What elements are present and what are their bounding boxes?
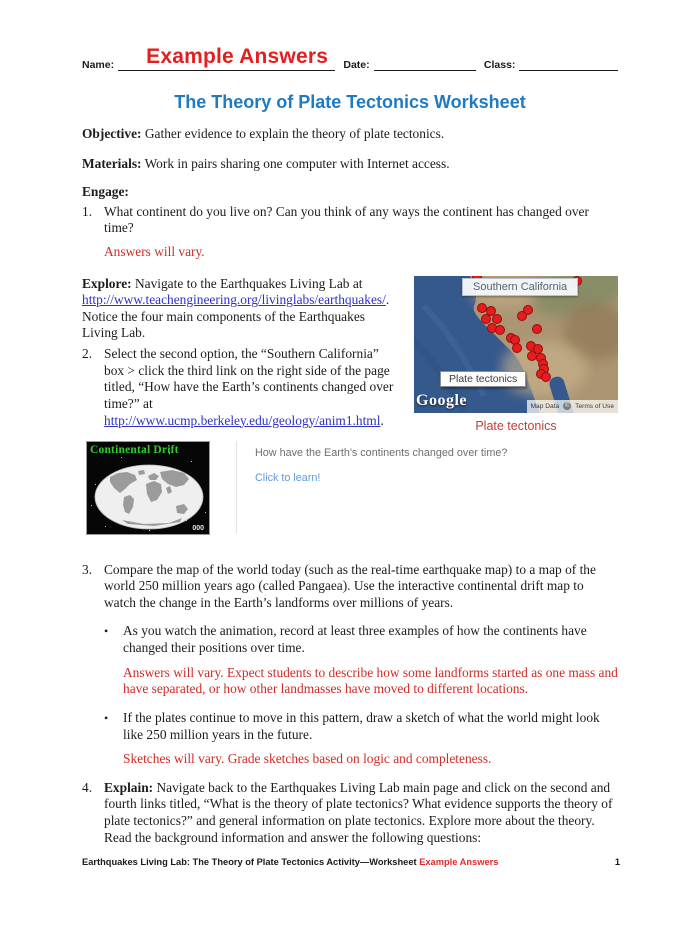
question-1-answer: Answers will vary. <box>104 244 205 260</box>
bullet-icon: • <box>104 624 109 639</box>
footer-highlight: Example Answers <box>419 857 499 867</box>
animation-frame-counter: 000 <box>192 524 204 532</box>
map-attribution <box>527 400 618 413</box>
page-footer <box>82 857 620 867</box>
continental-drift-title: Continental Drift <box>90 443 179 456</box>
google-logo: Google <box>416 391 467 409</box>
materials-label: Materials: <box>82 155 142 171</box>
question-3-bullet-2 <box>104 710 618 743</box>
engage-label: Engage: <box>82 184 129 200</box>
question-1-number: 1. <box>82 203 93 219</box>
bullet-icon: • <box>104 710 109 725</box>
question-2-body: Select the second option, the “Southern California” box > click the third link on the right side of the page titled, “How have the Earth’s continents changed over time?” at <box>104 346 394 411</box>
question-3 <box>82 562 618 612</box>
drift-question: How have the Earth's continents changed over time? <box>255 446 508 459</box>
question-1 <box>82 204 618 237</box>
page-number: 1 <box>614 857 620 867</box>
materials-text: Work in pairs sharing one computer with Internet access. <box>144 155 450 171</box>
southern-california-map <box>414 276 618 413</box>
terms-of-use-label[interactable]: Terms of Use <box>575 402 614 410</box>
name-value: Example Answers <box>146 45 329 68</box>
earthquake-marker <box>532 324 542 334</box>
earthquake-marker <box>512 343 522 353</box>
question-3-number: 3. <box>82 561 93 577</box>
question-4-text <box>104 780 618 846</box>
question-4 <box>82 780 618 846</box>
continental-drift-section <box>82 441 618 535</box>
engage-heading <box>82 184 618 201</box>
footer-title: Earthquakes Living Lab: The Theory of Plate Tectonics Activity—Worksheet <box>82 857 417 867</box>
earthquake-marker <box>495 325 505 335</box>
bullet-1-answer: Answers will vary. Expect students to describe how some landforms started as one mass and have separated, or how other landmasses have moved to different locations. <box>123 664 618 697</box>
map-region-label[interactable]: Southern California <box>462 278 578 296</box>
stars-graphic <box>87 442 88 443</box>
question-2-period: . <box>380 412 384 428</box>
question-1-text: What continent do you live on? Can you think of any ways the continent has changed over time? <box>104 203 589 236</box>
date-label: Date: <box>343 59 370 71</box>
explore-text-column <box>82 276 400 433</box>
question-4-number: 4. <box>82 779 93 795</box>
date-field-line <box>374 56 476 71</box>
earthquake-marker <box>541 372 551 382</box>
explore-intro-cont: . Notice the four main components of the Earthquakes Living Lab. <box>82 292 390 341</box>
objective-text: Gather evidence to explain the theory of plate tectonics. <box>144 126 445 141</box>
class-label: Class: <box>483 59 516 71</box>
question-4-body: Navigate back to the Earthquakes Living Lab main page and click on the second and fourth links titled, “What is the theory of plate tectonics? What evidence supports the theory of plate tectonics?” and general information on plate tectonics. Explore more about the theory. Read the background information and answer the following questions: <box>104 779 613 845</box>
explore-paragraph <box>82 276 400 342</box>
question-3-text: Compare the map of the world today (such as the real-time earthquake map) to a map of the world 250 million years ago (called Pangaea). Use the interactive continental drift map to watch the change in the Earth’s landforms over millions of years. <box>104 561 596 610</box>
question-2-text <box>104 346 400 429</box>
class-field-line <box>519 56 618 71</box>
explore-section <box>82 276 618 433</box>
map-data-label[interactable]: Map Data <box>530 402 560 410</box>
page-title: The Theory of Plate Tectonics Worksheet <box>174 92 526 112</box>
question-2-number: 2. <box>82 346 93 362</box>
explore-label: Explore: <box>82 275 132 291</box>
footer-text <box>82 857 498 867</box>
objective-label: Objective: <box>82 126 142 141</box>
copyright-icon: © <box>564 403 570 410</box>
name-date-class-row <box>82 45 618 71</box>
name-label: Name: <box>82 59 115 71</box>
bullet-2-answer: Sketches will vary. Grade sketches based on logic and completeness. <box>123 751 492 767</box>
question-2 <box>82 346 400 429</box>
bullet-1-text: As you watch the animation, record at least three examples of how the continents have changed their positions over time. <box>123 623 587 656</box>
bullet-2-text: If the plates continue to move in this pattern, draw a sketch of what the world might look like 250 million years in the future. <box>123 709 600 742</box>
objective-paragraph <box>82 126 618 143</box>
drift-text-panel <box>236 441 618 533</box>
materials-paragraph <box>82 156 618 173</box>
earthquake-marker <box>523 305 533 315</box>
continental-drift-animation[interactable] <box>86 441 210 535</box>
map-pin-label[interactable]: Plate tectonics <box>440 371 526 387</box>
world-map-graphic <box>94 464 204 530</box>
click-to-learn-link[interactable]: Click to learn! <box>255 471 321 484</box>
berkeley-link[interactable]: http://www.ucmp.berkeley.edu/geology/anim1.html <box>104 412 381 428</box>
question-3-bullet-1 <box>104 623 618 656</box>
explain-label: Explain: <box>104 779 154 795</box>
name-field-line <box>118 45 335 71</box>
map-column <box>414 276 618 433</box>
map-caption: Plate tectonics <box>475 418 557 433</box>
teachengineering-link[interactable]: http://www.teachengineering.org/livinglabs/earthquakes/ <box>82 292 386 308</box>
explore-intro: Navigate to the Earthquakes Living Lab at <box>134 275 363 291</box>
